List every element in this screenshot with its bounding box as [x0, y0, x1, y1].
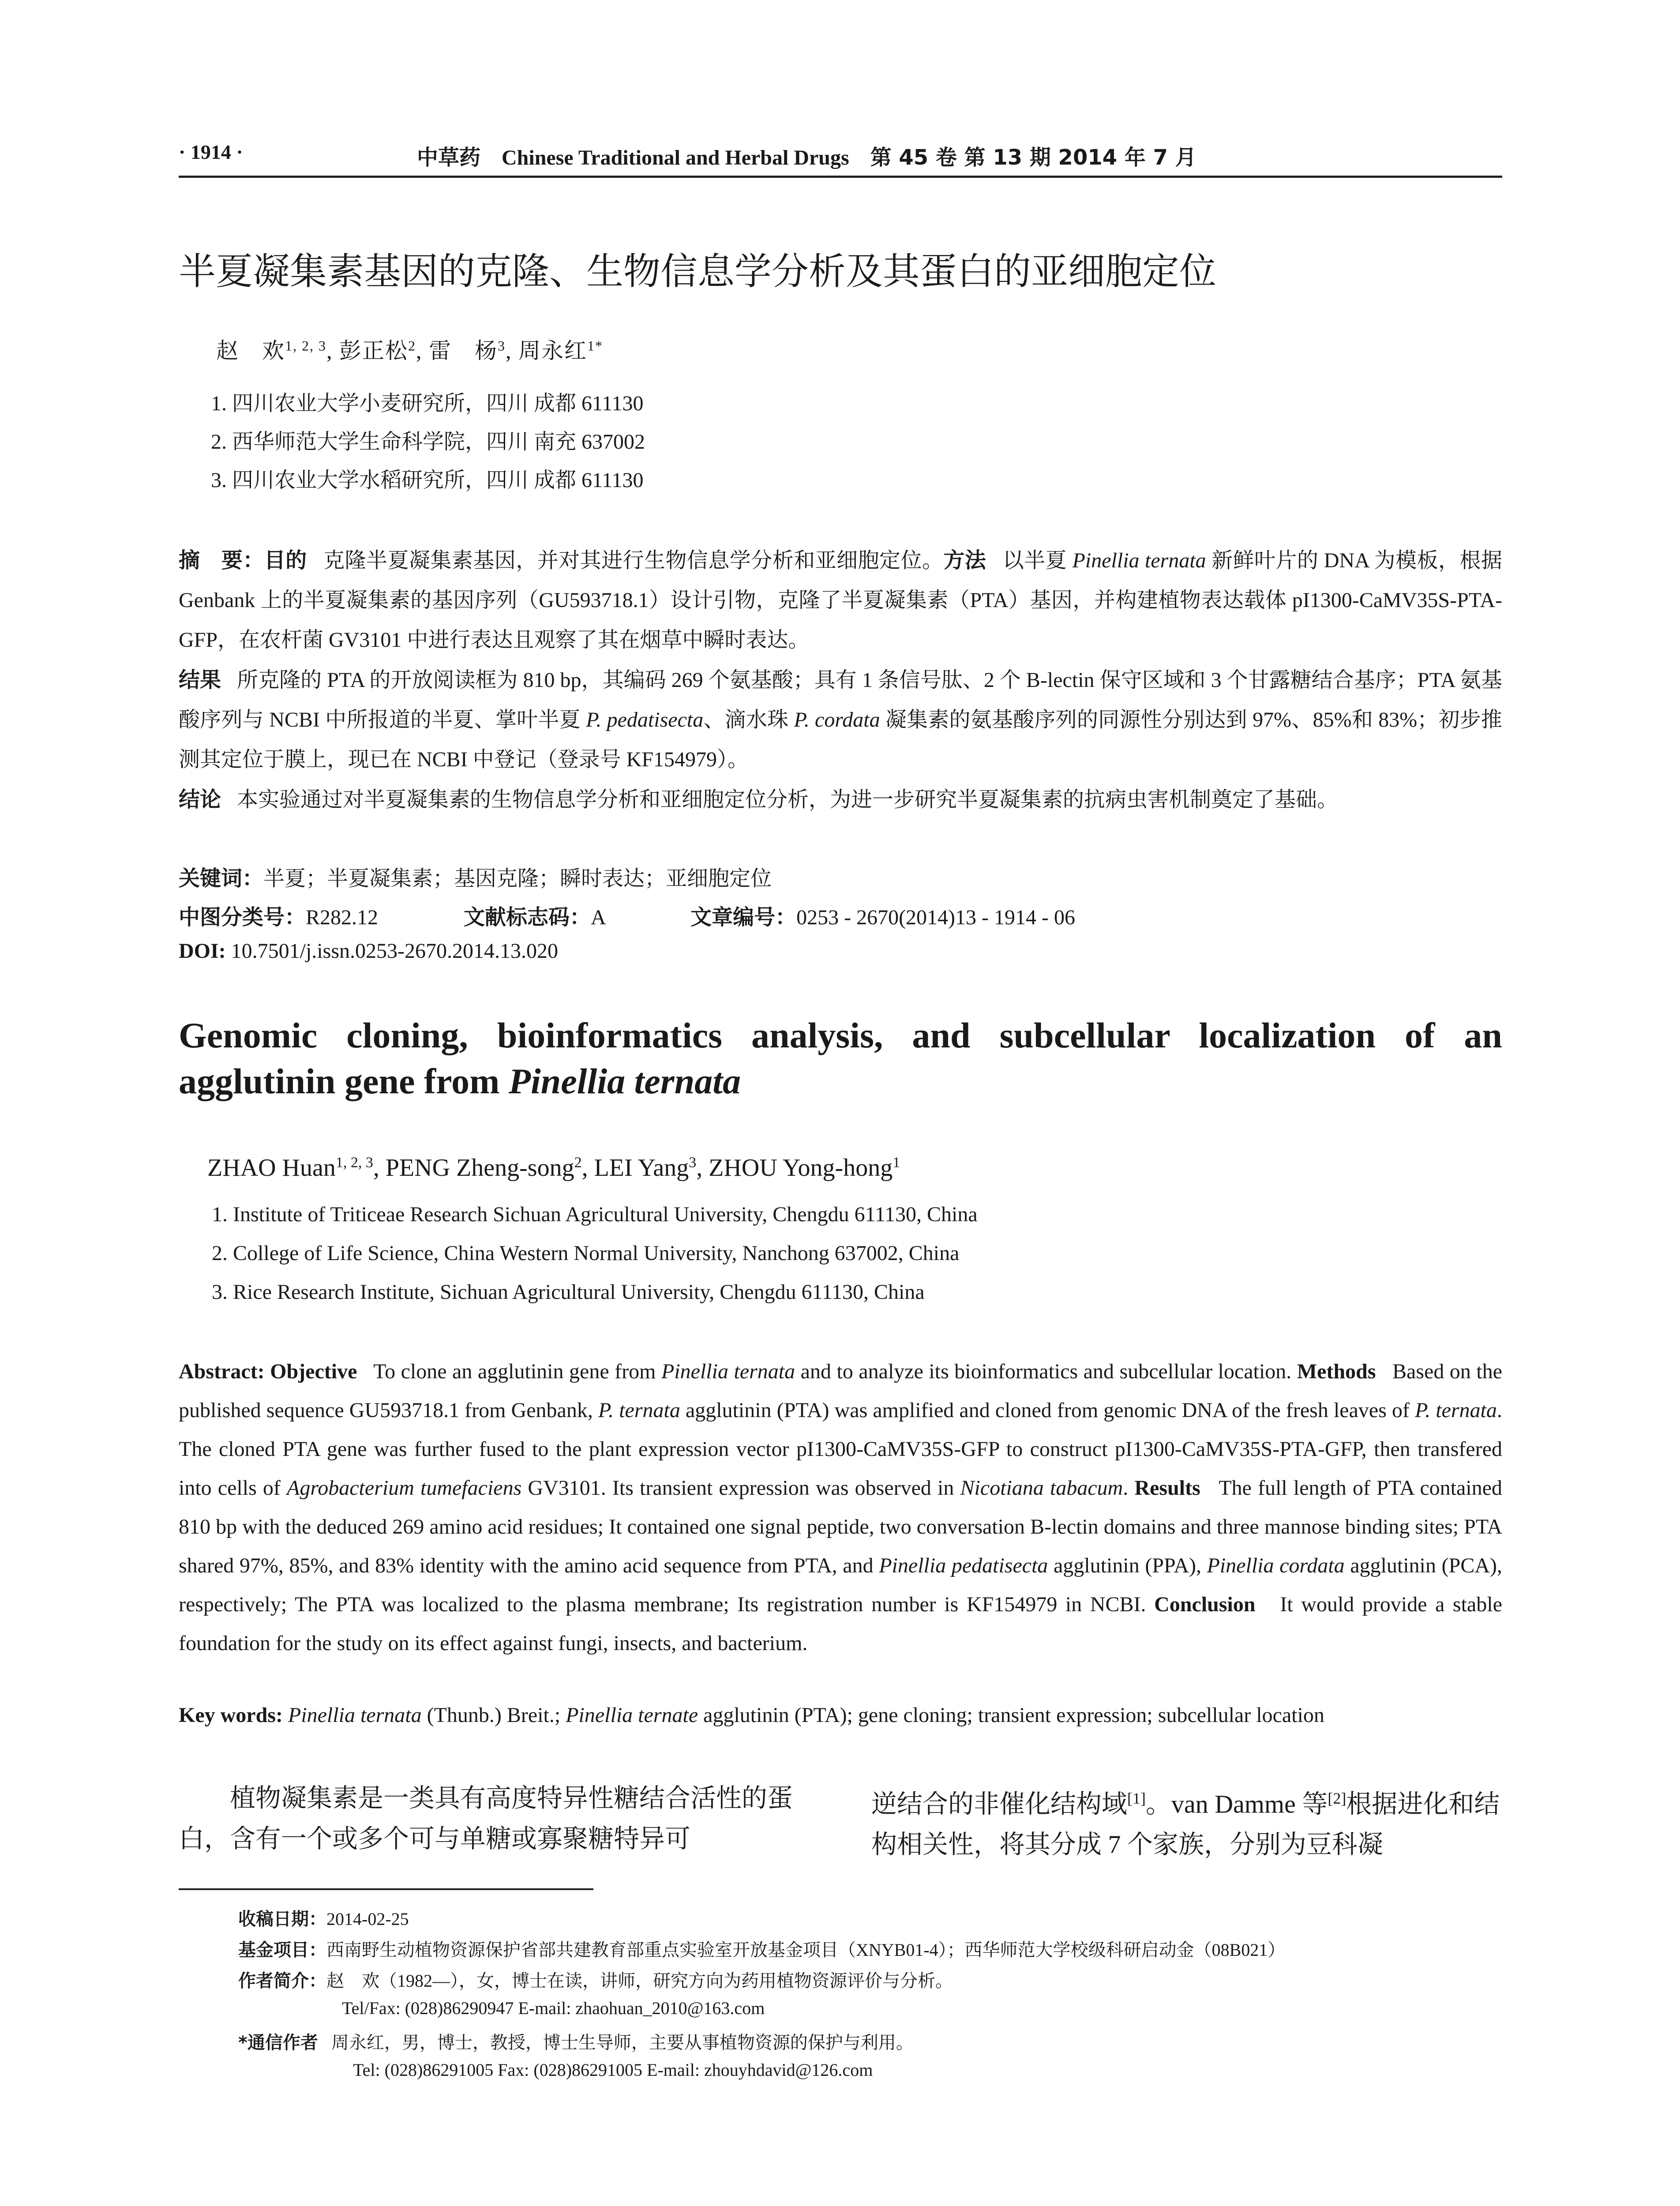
body-column-left: 植物凝集素是一类具有高度特异性糖结合活性的蛋白，含有一个或多个可与单糖或寡聚糖特异可	[179, 1784, 793, 1853]
citation: [1]	[1127, 1790, 1146, 1807]
received-value: 2014-02-25	[326, 1909, 409, 1929]
journal-name-en: Chinese Traditional and Herbal Drugs	[502, 146, 849, 169]
affiliation-cn: 2. 西华师范大学生命科学院，四川 南充 637002	[211, 430, 645, 454]
doi-label: DOI:	[179, 939, 226, 963]
keywords-label: 关键词：	[179, 866, 264, 891]
results-text: 所克隆的 PTA 的开放阅读框为 810 bp，其编码 269 个氨基酸；具有 1 条信号肽、2 个 B-lectin 保守区域和 3 个甘露糖结合基序；PTA 氨基酸序列与 NCBI 中所报道的半夏、掌叶半夏	[179, 668, 1503, 732]
classification-line	[179, 900, 1075, 930]
conclusion-label: Conclusion	[1154, 1593, 1256, 1616]
author-bio	[238, 1967, 953, 1992]
corresponding-contact: Tel: (028)86291005 Fax: (028)86291005 E-mail: zhouyhdavid@126.com	[353, 2060, 873, 2080]
methods-label: 方法	[943, 548, 986, 573]
doc-code-value: A	[591, 906, 605, 929]
body-column-right	[871, 1778, 1502, 1865]
title-en-line2	[179, 1061, 741, 1102]
author-bio-value: 赵 欢（1982—），女，博士在读，讲师，研究方向为药用植物资源评价与分析。	[326, 1971, 953, 1991]
methods-label: Methods	[1297, 1360, 1376, 1383]
keywords-cn	[179, 861, 772, 892]
fund-value: 西南野生动植物资源保护省部共建教育部重点实验室开放基金项目（XNYB01-4）；西华师范大学校级科研启动金（08B021）	[326, 1940, 1286, 1960]
objective-label: Objective	[270, 1360, 357, 1383]
author-bio-label: 作者简介：	[238, 1971, 326, 1991]
species-name: Pinellia ternate	[566, 1703, 698, 1727]
results-text: 凝集素的氨基酸序列的同源性分别达到 97%、85%和 83%；初步推测其定位于膜上，现已在 NCBI 中登记（登录号 KF154979）。	[179, 708, 1502, 771]
methods-text: 以半夏	[1002, 549, 1072, 572]
methods-text: .	[1123, 1476, 1129, 1500]
species-name: P. ternata	[598, 1399, 680, 1422]
author-sup: 2	[574, 1154, 582, 1171]
author-sup: 1*	[587, 338, 603, 354]
results-text: agglutinin (PPA),	[1048, 1554, 1207, 1577]
species-name: P. ternata	[1415, 1399, 1497, 1422]
clc-value: R282.12	[306, 906, 379, 929]
title-en: Genomic cloning, bioinformatics analysis, and subcellular localization of an	[179, 1015, 1502, 1055]
author-sup: 1	[892, 1154, 900, 1171]
results-label: Results	[1134, 1476, 1200, 1500]
author-sup: 3	[689, 1154, 697, 1171]
title-cn: 半夏凝集素基因的克隆、生物信息学分析及其蛋白的亚细胞定位	[179, 250, 1217, 293]
abstract-label: Abstract:	[179, 1360, 265, 1383]
doi-line	[179, 939, 558, 963]
body-text: 。van Damme 等	[1146, 1790, 1328, 1819]
corresponding-value: 周永红，男，博士，教授，博士生导师，主要从事植物资源的保护与利用。	[331, 2033, 914, 2052]
results-text: 、滴水珠	[703, 708, 794, 732]
objective-text: 克隆半夏凝集素基因，并对其进行生物信息学分析和亚细胞定位。	[323, 549, 944, 572]
affiliation-en: 1. Institute of Triticeae Research Sichuan Agricultural University, Chengdu 611130, China	[212, 1203, 978, 1226]
header-rule	[179, 176, 1502, 178]
author-cn: 周永红	[518, 338, 587, 363]
doc-code-label: 文献标志码：	[464, 905, 591, 930]
author-contact: Tel/Fax: (028)86290947 E-mail: zhaohuan_2010@163.com	[342, 1998, 765, 2018]
species-name: P. cordata	[794, 708, 880, 732]
journal-name-cn: 中草药	[417, 145, 481, 170]
journal-line	[417, 140, 1196, 171]
keywords-text: 半夏；半夏凝集素；基因克隆；瞬时表达；亚细胞定位	[263, 867, 772, 890]
fund-note	[238, 1936, 1285, 1961]
body-text: 根据进化和结构相关性，将其分成 7 个家族，分别为豆科凝	[871, 1790, 1500, 1859]
author-sup: 2	[408, 338, 416, 354]
affiliation-cn: 3. 四川农业大学水稻研究所，四川 成都 611130	[211, 469, 644, 492]
species-name: Nicotiana tabacum	[960, 1476, 1123, 1500]
author-cn: 雷 杨	[429, 338, 498, 363]
received-label: 收稿日期：	[238, 1909, 326, 1929]
doi-value: 10.7501/j.issn.0253-2670.2014.13.020	[231, 939, 559, 963]
keywords-en	[179, 1703, 1502, 1727]
body-text: 逆结合的非催化结构域	[871, 1790, 1128, 1819]
species-name: Pinellia ternata	[508, 1061, 741, 1101]
abstract-label: 摘 要：	[179, 548, 264, 573]
fund-label: 基金项目：	[238, 1940, 326, 1960]
page-number: · 1914 ·	[179, 141, 243, 163]
conclusion-label: 结论	[179, 787, 221, 812]
species-name: Pinellia ternata	[1072, 549, 1206, 572]
author-en: ZHAO Huan	[207, 1154, 336, 1182]
conclusion-text: 本实验通过对半夏凝集素的生物信息学分析和亚细胞定位分析，为进一步研究半夏凝集素的抗病虫害机制奠定了基础。	[237, 788, 1339, 811]
results-label: 结果	[179, 668, 221, 692]
objective-text: and to analyze its bioinformatics and subcellular location.	[795, 1360, 1292, 1383]
species-name: P. pedatisecta	[586, 708, 704, 732]
keywords-text: (Thunb.) Breit.;	[421, 1703, 566, 1727]
methods-text: . The cloned PTA gene was further fused to the plant expression vector pI1300-CaMV35S-GFP to construct pI1300-CaMV35S-PTA-GFP, then transfered into cells of	[179, 1399, 1502, 1500]
species-name: Agrobacterium tumefaciens	[287, 1476, 522, 1500]
results-text: agglutinin (PCA), respectively; The PTA was localized to the plasma membrane; Its registration number is KF154979 in NCBI.	[179, 1554, 1502, 1616]
affiliation-cn: 1. 四川农业大学小麦研究所，四川 成都 611130	[211, 392, 644, 415]
author-en: ZHOU Yong-hong	[709, 1154, 893, 1182]
abstract-en	[179, 1352, 1502, 1663]
species-name: Pinellia pedatisecta	[879, 1554, 1048, 1577]
author-en: PENG Zheng-song	[385, 1154, 574, 1182]
article-number-label: 文章编号：	[690, 905, 797, 930]
clc-label: 中图分类号：	[179, 905, 306, 930]
article-number-value: 0253 - 2670(2014)13 - 1914 - 06	[796, 906, 1075, 929]
title-en-text: agglutinin gene from	[179, 1061, 509, 1101]
results-text: The full length of PTA contained 810 bp with the deduced 269 amino acid residues; It contained one signal peptide, two conversation B-lectin domains and three mannose binding sites; PTA shared 97%, 85%, and 83% identity with the amino acid sequence from PTA, and	[179, 1476, 1503, 1577]
issue-info: 第 45 卷 第 13 期 2014 年 7 月	[870, 145, 1196, 170]
affiliation-en: 2. College of Life Science, China Western Normal University, Nanchong 637002, China	[212, 1242, 960, 1265]
objective-label: 目的	[264, 548, 307, 573]
methods-text: Based on the published sequence GU593718.1 from Genbank,	[179, 1360, 1503, 1422]
methods-text: 新鲜叶片的 DNA 为模板，根据 Genbank 上的半夏凝集素的基因序列（GU593718.1）设计引物，克隆了半夏凝集素（PTA）基因，并构建植物表达载体 pI1300-CaMV35S-PTA-GFP，在农杆菌 GV3101 中进行表达且观察了其在烟草中瞬时表达。	[179, 549, 1502, 652]
keywords-label: Key words:	[179, 1703, 283, 1727]
affiliation-en: 3. Rice Research Institute, Sichuan Agricultural University, Chengdu 611130, China	[212, 1280, 925, 1304]
author-sup: 1, 2, 3	[285, 338, 326, 354]
keywords-text: agglutinin (PTA); gene cloning; transient expression; subcellular location	[698, 1703, 1324, 1727]
species-name: Pinellia ternata	[661, 1360, 795, 1383]
species-name: Pinellia cordata	[1207, 1554, 1345, 1577]
author-cn: 彭正松	[339, 338, 408, 363]
corresponding-author	[238, 2029, 914, 2054]
species-name: Pinellia ternata	[288, 1703, 422, 1727]
author-cn: 赵 欢	[216, 338, 285, 363]
conclusion-text: It would provide a stable foundation for the study on its effect against fungi, insects, and bacterium.	[179, 1593, 1502, 1655]
methods-text: GV3101. Its transient expression was observed in	[521, 1476, 960, 1500]
author-sup: 1, 2, 3	[335, 1154, 373, 1171]
received-date	[238, 1905, 409, 1930]
citation: [2]	[1328, 1790, 1346, 1807]
methods-text: agglutinin (PTA) was amplified and cloned from genomic DNA of the fresh leaves of	[680, 1399, 1415, 1422]
objective-text: To clone an agglutinin gene from	[373, 1360, 661, 1383]
author-en: LEI Yang	[594, 1154, 689, 1182]
corresponding-label: *通信作者	[238, 2033, 318, 2053]
abstract-cn	[179, 540, 1502, 820]
footnote-rule	[179, 1888, 593, 1890]
author-sup: 3	[498, 338, 506, 354]
authors-en: ZHAO Huan$^{1, 2, 3}$, PENG Zheng-song$^2$, LEI Yang$^3$, ZHOU Yong-hong$^1$	[207, 1154, 900, 1182]
authors-cn: 赵 欢$^{1, 2, 3}$, 彭正松$^2$, 雷 杨$^3$, 周永红$^{1*}$	[216, 338, 603, 363]
